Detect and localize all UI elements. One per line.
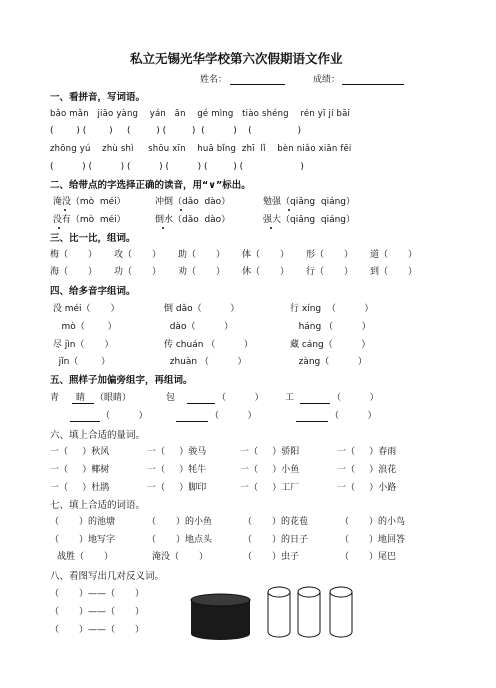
page-title: 私立无锡光华学校第六次假期语文作业 [130,51,343,66]
compare-item[interactable]: 道（ ） [370,250,418,260]
compare-item[interactable]: 到（ ） [370,267,418,277]
radical-base-char: 包 [166,393,176,403]
radical-word-blank[interactable]: （ ） [332,393,379,403]
tall-cylinder-2 [298,587,320,637]
fill-word-item[interactable]: （ ）尾巴 [340,552,397,562]
radical-base-char: 工 [285,393,295,403]
tall-cylinder-3 [330,587,352,637]
measure-word-item[interactable]: 一（ ）骄阳 [240,447,300,457]
measure-word-item[interactable]: 一（ ）秋风 [50,447,110,457]
pinyin-row-1: bǎo mǎn jiāo yàng yán ān gé mìng tiào shéng rén yī jí bāi [50,109,351,119]
section8-heading: 八、看图写出几对反义词。 [50,571,165,582]
fill-word-item[interactable]: （ ）的花苞 [243,517,309,527]
antonym-row[interactable]: （ ）——（ ） [50,589,145,599]
compare-item[interactable]: 劝（ ） [178,267,226,277]
compare-item[interactable]: 攻（ ） [114,250,162,260]
reading-item[interactable]: 勉强（qiǎng qiáng） [263,197,356,207]
fill-word-item[interactable]: （ ）的小鱼 [147,517,213,527]
measure-word-item[interactable]: 一（ ）椰树 [50,465,110,475]
reading-item[interactable]: 淹没（mò méi） [50,197,126,207]
polyphone-item[interactable]: 藏 cáng（ ） [290,340,371,350]
radical-word-blank[interactable]: （ ） [217,393,264,403]
section4-heading: 四、给多音字组词。 [50,286,136,297]
compare-item[interactable]: 形（ ） [306,250,354,260]
compare-item[interactable]: 助（ ） [178,250,226,260]
fill-word-item[interactable]: （ ）的小鸟 [340,517,406,527]
compare-item[interactable]: 行（ ） [306,267,354,277]
fill-word-item[interactable]: （ ）的池塘 [50,517,116,527]
antonym-row[interactable]: （ ）——（ ） [50,607,145,617]
pinyin-row-2: zhōng yú zhù shì shōu xīn huā bǐng zhī lǐ bèn niǎo xiān fēi [50,144,352,154]
polyphone-item[interactable]: dào（ ） [164,322,234,332]
compare-item[interactable]: 海（ ） [50,267,98,277]
fill-word-item[interactable]: （ ）地回答 [340,535,406,545]
measure-word-item[interactable]: 一（ ）小鱼 [240,465,300,475]
compare-item[interactable]: 休（ ） [242,267,290,277]
polyphone-item[interactable]: mò（ ） [50,322,117,332]
polyphone-item[interactable]: jǐn（ ） [50,357,111,367]
measure-word-item[interactable]: 一（ ）杜鹃 [50,483,110,493]
compare-item[interactable]: 功（ ） [114,267,162,277]
fill-word-item[interactable]: （ ）虫子 [243,552,300,562]
polyphone-item[interactable]: 传 chuán （ ） [164,340,253,350]
name-label: 姓名： [200,75,228,85]
section3-heading: 三、比一比，组词。 [50,233,136,244]
antonym-row[interactable]: （ ）——（ ） [50,625,145,635]
reading-item[interactable]: 倒水（dǎo dào） [155,215,231,225]
measure-word-item[interactable]: 一（ ）小路 [337,483,397,493]
example-base-char: 青 [50,393,60,403]
measure-word-item[interactable]: 一（ ）骏马 [147,447,207,457]
polyphone-item[interactable]: zhuàn （ ） [164,357,247,367]
measure-word-item[interactable]: 一（ ）工厂 [240,483,300,493]
polyphone-item[interactable]: 行 xíng （ ） [290,304,374,314]
score-label: 成绩： [313,75,341,85]
section7-heading: 七、填上合适的词语。 [50,500,146,511]
radical-word-blank[interactable]: （ ） [330,411,377,421]
polyphone-item[interactable]: 尽 jìn（ ） [50,340,114,350]
radical-word-blank[interactable]: （ ） [210,411,257,421]
polyphone-item[interactable]: 没 méi（ ） [50,304,120,314]
polyphone-item[interactable]: zàng（ ） [290,357,367,367]
bracket-row-2[interactable]: ( ) ( ) ( ) ( ) ( ) ( ) [50,162,304,172]
section6-heading: 六、填上合适的量词。 [50,430,146,441]
fill-word-item[interactable]: （ ）的日子 [243,535,309,545]
fill-word-item[interactable]: 战胜（ ） [57,552,114,562]
fill-word-item[interactable]: （ ）地写字 [50,535,116,545]
section2-heading: 二、给带点的字选择正确的读音，用“∨”标出。 [50,180,251,191]
polyphone-item[interactable]: 倒 dǎo（ ） [164,304,240,314]
tall-cylinder-1 [268,587,290,637]
reading-item[interactable]: 冲倒（dǎo dào） [155,197,231,207]
measure-word-item[interactable]: 一（ ）浪花 [337,465,397,475]
radical-word-blank[interactable]: （ ） [101,411,148,421]
measure-word-item[interactable]: 一（ ）春雨 [337,447,397,457]
measure-word-item[interactable]: 一（ ）脚印 [147,483,207,493]
reading-item[interactable]: 没有（mò méi） [50,215,126,225]
measure-word-item[interactable]: 一（ ）牦牛 [147,465,207,475]
example-word: （眼睛） [95,393,132,403]
polyphone-item[interactable]: háng （ ） [290,322,371,332]
compare-item[interactable]: 体（ ） [242,250,290,260]
bracket-row-1[interactable]: ( ) ( ) ( ) ( ) ( ) ( ) [50,126,301,136]
wide-dark-cylinder [191,594,250,640]
fill-word-item[interactable]: 淹没（ ） [152,552,209,562]
reading-item[interactable]: 强大（qiǎng qiáng） [263,215,356,225]
compare-item[interactable]: 梅（ ） [50,250,98,260]
example-new-char: 睛 [76,393,86,403]
section1-heading: 一、看拼音，写词语。 [50,92,146,103]
fill-word-item[interactable]: （ ）地点头 [147,535,213,545]
section5-heading: 五、照样子加偏旁组字，再组词。 [50,375,193,386]
